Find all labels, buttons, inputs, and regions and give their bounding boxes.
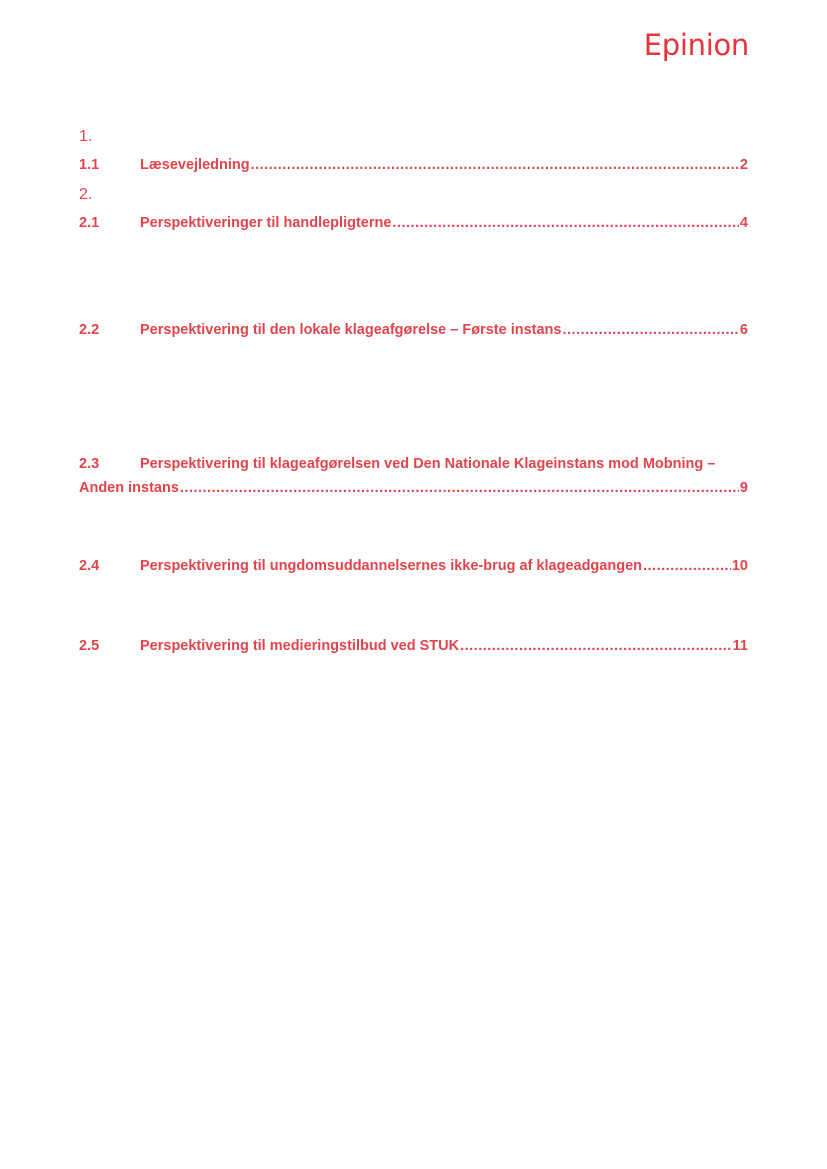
toc-entry-number: 2.2 [79,322,100,338]
toc-entry-page: 9 [739,480,748,496]
toc-entry-page: 4 [739,215,748,231]
section-2-number: 2. [79,186,93,203]
dot-leader [643,555,731,577]
toc-entry-number: 2.5 [79,638,100,654]
epinion-logo: Epinion [643,28,749,62]
toc-entry-title-line1: Perspektivering til klageafgørelsen ved Den Nationale Klageinstans mod Mobning – [140,456,716,472]
toc-entry-number: 2.3 [79,456,100,472]
toc-entry-2-4[interactable] [79,555,748,577]
toc-entry-title: Perspektiveringer til handlepligterne [140,215,392,231]
toc-entry-number: 2.4 [79,558,100,574]
toc-entry-2-1[interactable] [79,212,748,234]
toc-entry-2-3[interactable] [79,453,748,499]
toc-entry-1-1[interactable] [79,154,748,176]
toc-entry-title-line2: Anden instans [79,480,179,496]
toc-entry-title: Læsevejledning [140,157,250,173]
toc-entry-title: Perspektivering til den lokale klageafgørelse – Første instans [140,322,562,338]
toc-entry-title: Perspektivering til medieringstilbud ved STUK [140,638,460,654]
toc-entry-page: 2 [739,157,748,173]
dot-leader [180,477,739,499]
dot-leader [460,635,732,657]
dot-leader [392,212,739,234]
toc-entry-number: 2.1 [79,215,100,231]
toc-entry-page: 10 [731,558,748,574]
toc-entry-title: Perspektivering til ungdomsuddannelsernes ikke-brug af klageadgangen [140,558,642,574]
toc-entry-page: 6 [739,322,748,338]
toc-entry-2-2[interactable] [79,319,748,341]
dot-leader [251,154,739,176]
toc-entry-page: 11 [732,638,748,654]
toc-entry-2-5[interactable] [79,635,748,657]
dot-leader [562,319,738,341]
section-1-number: 1. [79,128,93,145]
toc-entry-number: 1.1 [79,157,100,173]
